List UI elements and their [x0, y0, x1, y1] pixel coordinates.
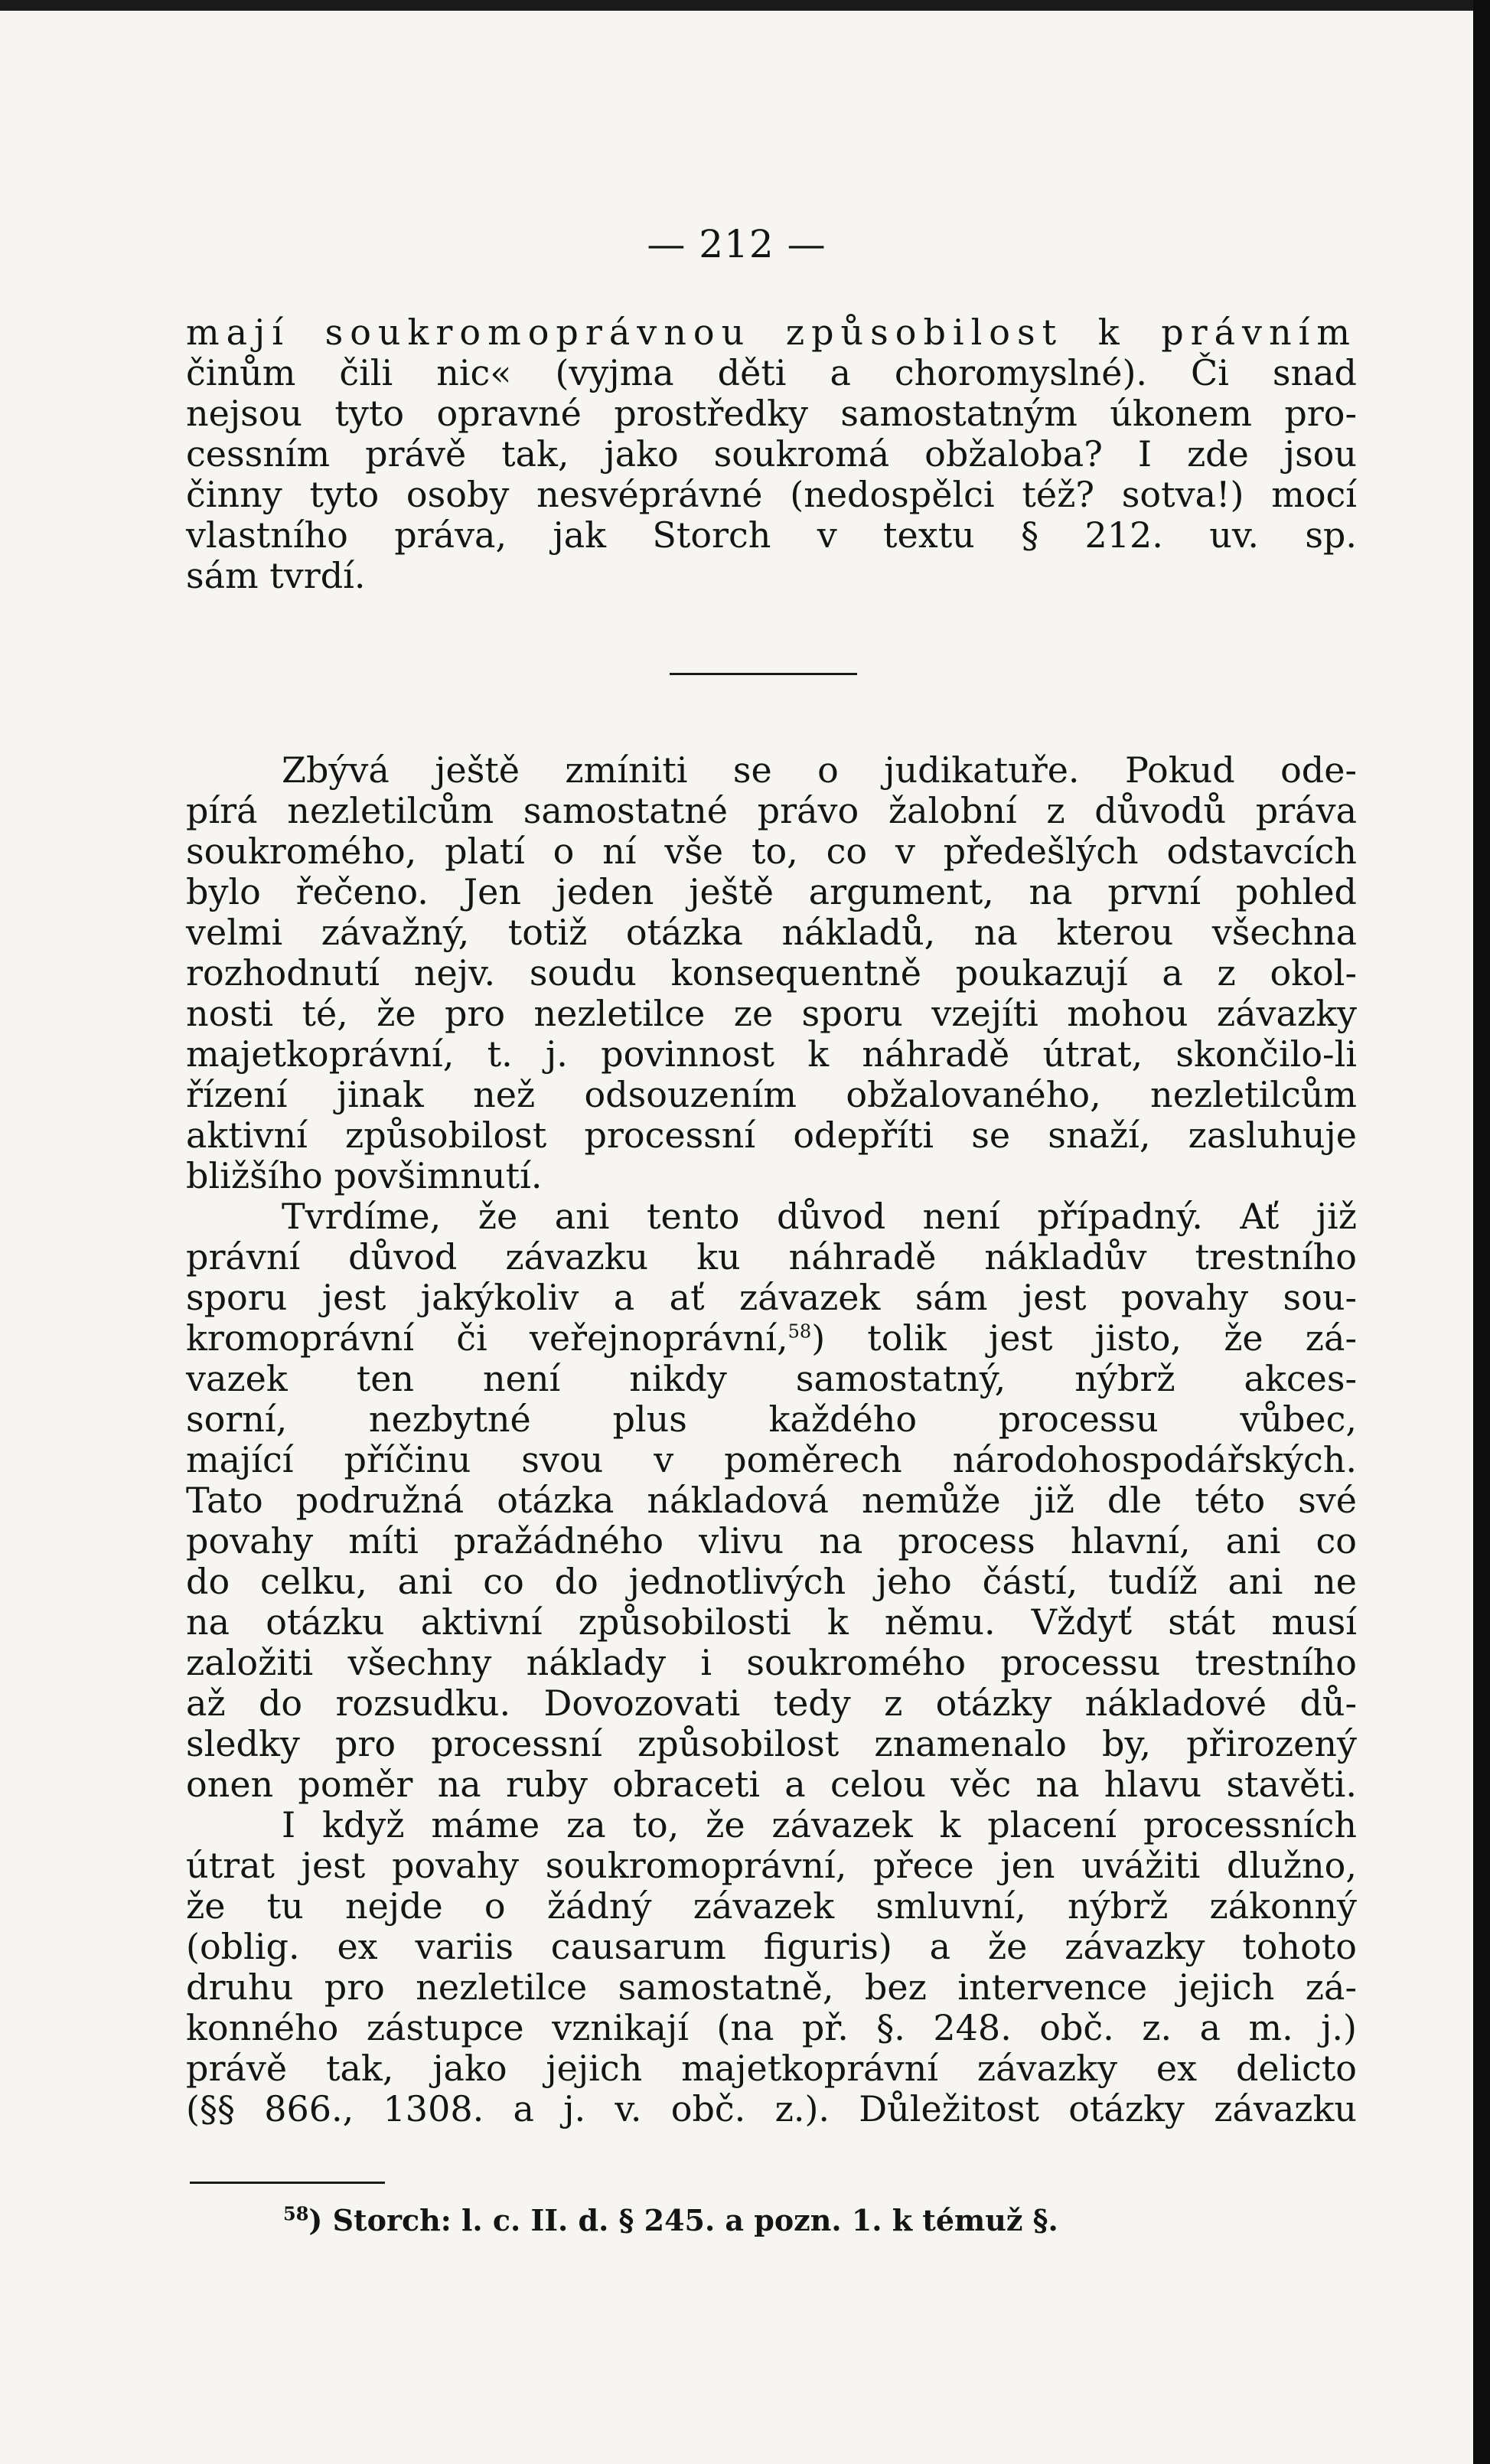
text-line: založiti všechny náklady i soukromého processu trestního: [186, 1642, 1357, 1683]
footnote-text: ) Storch: l. c. II. d. § 245. a pozn. 1. k témuž §.: [308, 2203, 1058, 2237]
footnote-ref[interactable]: 58: [787, 1320, 812, 1343]
text-line: velmi závažný, totiž otázka nákladů, na kterou všechna: [186, 912, 1357, 953]
text-line: onen poměr na ruby obraceti a celou věc na hlavu stavěti.: [186, 1764, 1357, 1805]
text-fragment: kromoprávní či veřejnoprávní,: [186, 1317, 788, 1359]
page-number: — 212 —: [647, 222, 827, 266]
text-line: cessním právě tak, jako soukromá obžaloba? I zde jsou: [186, 433, 1357, 475]
text-line: až do rozsudku. Dovozovati tedy z otázky nákladové dů-: [186, 1682, 1357, 1724]
text-line: bylo řečeno. Jen jeden ještě argument, na první pohled: [186, 871, 1357, 912]
text-line: právě tak, jako jejich majetkoprávní závazky ex delicto: [186, 2048, 1357, 2089]
text-line: (oblig. ex variis causarum figuris) a že závazky tohoto: [186, 1926, 1357, 1967]
body-text: [186, 750, 1357, 2129]
text-line: soukromého, platí o ní vše to, co v předešlých odstavcích: [186, 831, 1357, 872]
text-line: [186, 1318, 1357, 1359]
text-line: právní důvod závazku ku náhradě nákladův trestního: [186, 1236, 1357, 1278]
text-line: sorní, nezbytné plus každého processu vůbec,: [186, 1398, 1357, 1440]
footnote-marker: 58: [283, 2202, 309, 2225]
text-line: nosti té, že pro nezletilce ze sporu vzejíti mohou závazky: [186, 993, 1357, 1034]
text-line: rozhodnutí nejv. soudu konsequentně poukazují a z okol-: [186, 952, 1357, 994]
text-line: sporu jest jakýkoliv a ať závazek sám jest povahy sou-: [186, 1277, 1357, 1318]
text-line: Zbývá ještě zmíniti se o judikatuře. Pokud ode-: [282, 749, 1357, 791]
text-line: do celku, ani co do jednotlivých jeho částí, tudíž ani ne: [186, 1561, 1357, 1602]
text-fragment: ) tolik jest jisto, že zá-: [811, 1317, 1358, 1359]
text-line: povahy míti pražádného vlivu na process hlavní, ani co: [186, 1520, 1357, 1562]
text-line: majetkoprávní, t. j. povinnost k náhradě útrat, skončilo-li: [186, 1033, 1357, 1075]
text-line: aktivní způsobilost processní odepříti se snaží, zasluhuje: [186, 1115, 1357, 1156]
scan-top-edge: [0, 0, 1490, 11]
text-line: činny tyto osoby nesvéprávné (nedospělci též? sotva!) mocí: [186, 474, 1357, 515]
text-line: vlastního práva, jak Storch v textu § 212. uv. sp.: [186, 514, 1357, 556]
text-line: mající příčinu svou v poměrech národohospodářských.: [186, 1439, 1357, 1480]
scan-right-edge: [1473, 0, 1490, 2464]
text-line: bližšího povšimnutí.: [186, 1155, 543, 1196]
text-line: nejsou tyto opravné prostředky samostatným úkonem pro-: [186, 393, 1357, 434]
footnote-divider: [190, 2182, 385, 2184]
text-line: sledky pro processní způsobilost znamenalo by, přirozený: [186, 1723, 1357, 1764]
footnote: [283, 2203, 1355, 2238]
text-line: činům čili nic« (vyjma děti a choromyslné). Či snad: [186, 352, 1357, 393]
text-line: (§§ 866., 1308. a j. v. obč. z.). Důležitost otázky závazku: [186, 2088, 1357, 2129]
text-line: řízení jinak než odsouzením obžalovaného, nezletilcům: [186, 1074, 1357, 1115]
text-line: pírá nezletilcům samostatné právo žalobní z důvodů práva: [186, 790, 1357, 831]
text-line: I když máme za to, že závazek k placení processních: [282, 1804, 1357, 1846]
text-line: že tu nejde o žádný závazek smluvní, nýbrž zákonný: [186, 1885, 1357, 1927]
paragraph-continuation: [186, 312, 1357, 596]
text-line: vazek ten není nikdy samostatný, nýbrž akces-: [186, 1358, 1357, 1399]
text-line: Tvrdíme, že ani tento důvod není případný. Ať již: [282, 1196, 1357, 1237]
text-line: mají soukromoprávnou způsobilost k právním: [186, 312, 1357, 353]
text-line: Tato podružná otázka nákladová nemůže již dle této své: [186, 1480, 1357, 1521]
text-line: sám tvrdí.: [186, 555, 366, 596]
text-line: druhu pro nezletilce samostatně, bez intervence jejich zá-: [186, 1966, 1357, 2008]
text-line: na otázku aktivní způsobilosti k němu. Vždyť stát musí: [186, 1601, 1357, 1643]
text-line: útrat jest povahy soukromoprávní, přece jen uvážiti dlužno,: [186, 1845, 1357, 1886]
section-divider: [670, 673, 857, 675]
text-line: konného zástupce vznikají (na př. §. 248. obč. z. a m. j.): [186, 2007, 1357, 2048]
